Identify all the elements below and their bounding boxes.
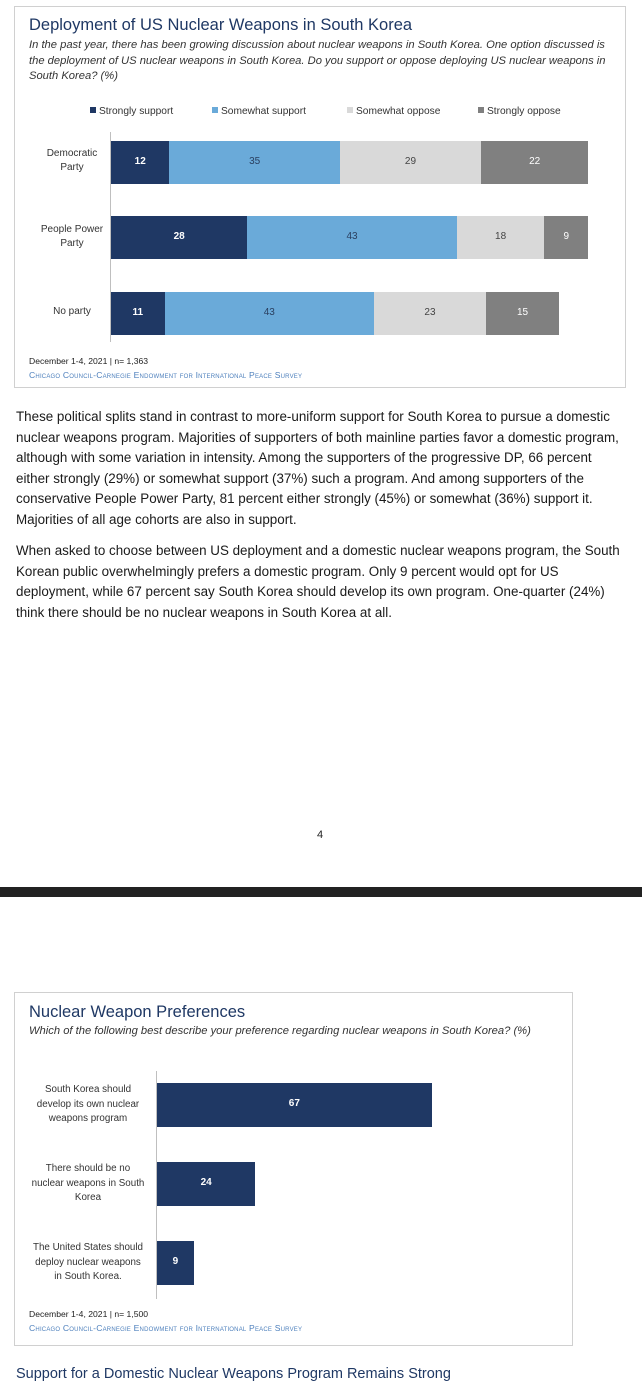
legend-item [478,106,561,117]
chart-panel-preferences [14,992,573,1346]
data-label: 9 [172,1256,179,1267]
category-label: No party [53,306,91,317]
legend-swatch [212,107,218,113]
legend-label: Strongly oppose [487,106,561,117]
legend-swatch [347,107,353,113]
chart-title: Deployment of US Nuclear Weapons in South Korea [29,16,413,34]
data-label: 43 [263,307,275,318]
legend-swatch [478,107,484,113]
source-note: December 1-4, 2021 | n= 1,363 [29,356,149,366]
data-label: 43 [346,231,358,242]
page-number: 4 [316,829,324,841]
chart-panel-deployment [14,6,626,388]
category-label: Democratic Party [46,148,98,173]
source-credit: Chicago Council-Carnegie Endowment for International Peace Survey [29,370,303,380]
category-label: People Power Party [40,224,104,249]
source-note: December 1-4, 2021 | n= 1,500 [29,1309,149,1319]
page-divider [0,887,642,897]
data-label: 22 [529,156,541,167]
legend-item [90,106,173,117]
legend-label: Somewhat support [221,106,306,117]
data-label: 9 [563,231,570,242]
source-credit: Chicago Council-Carnegie Endowment for International Peace Survey [29,1323,303,1333]
chart-title: Nuclear Weapon Preferences [29,1003,246,1021]
data-label: 15 [516,307,529,318]
data-label: 67 [288,1098,300,1109]
category-label: South Korea should develop its own nuclear weapons program [36,1084,140,1124]
data-label: 35 [249,156,261,167]
data-label: 24 [200,1177,212,1188]
category-label: The United States should deploy nuclear weapons in South Korea. [32,1242,143,1282]
data-label: 23 [424,307,436,318]
data-label: 29 [404,156,417,167]
legend-label: Strongly support [99,106,174,117]
legend-swatch [90,107,96,113]
legend-item [347,106,440,117]
data-label: 18 [495,231,507,242]
chart-subtitle: Which of the following best describe your preference regarding nuclear weapons in South Korea? (%) [29,1025,531,1037]
category-label: There should be no nuclear weapons in South Korea [31,1163,145,1203]
legend-label: Somewhat oppose [356,106,441,117]
chart-subtitle: In the past year, there has been growing discussion about nuclear weapons in South Korea. One option discussed is the deployment of US nuclear weapons in South Korea. Do you support or oppose deploying US nuclear weapons in South Korea? (%) [29,39,606,82]
data-label: 11 [132,307,144,318]
data-label: 12 [134,156,146,167]
section-heading: Support for a Domestic Nuclear Weapons Program Remains Strong [16,1366,451,1382]
legend-item [212,106,306,117]
body-paragraph: These political splits stand in contrast to more-uniform support for South Korea to pursue a domestic nuclear weapons program. Majorities of supporters of both mainline parties favor a domestic program, although with some variation in intensity. Among the supporters of the progressive DP, 66 percent either strongly (29%) or somewhat support (37%) such a program. And among supporters of the conservative People Power Party, 81 percent either strongly (45%) or somewhat (36%) support it. Majorities of all age cohorts are also in support. [16,409,619,527]
body-paragraph: When asked to choose between US deployment and a domestic nuclear weapons program, the South Korean public overwhelmingly prefers a domestic program. Only 9 percent would opt for US deployment, while 67 percent say South Korea should develop its own program. One-quarter (24%) think there should be no nuclear weapons in South Korea at all. [16,543,620,620]
data-label: 28 [173,231,185,242]
